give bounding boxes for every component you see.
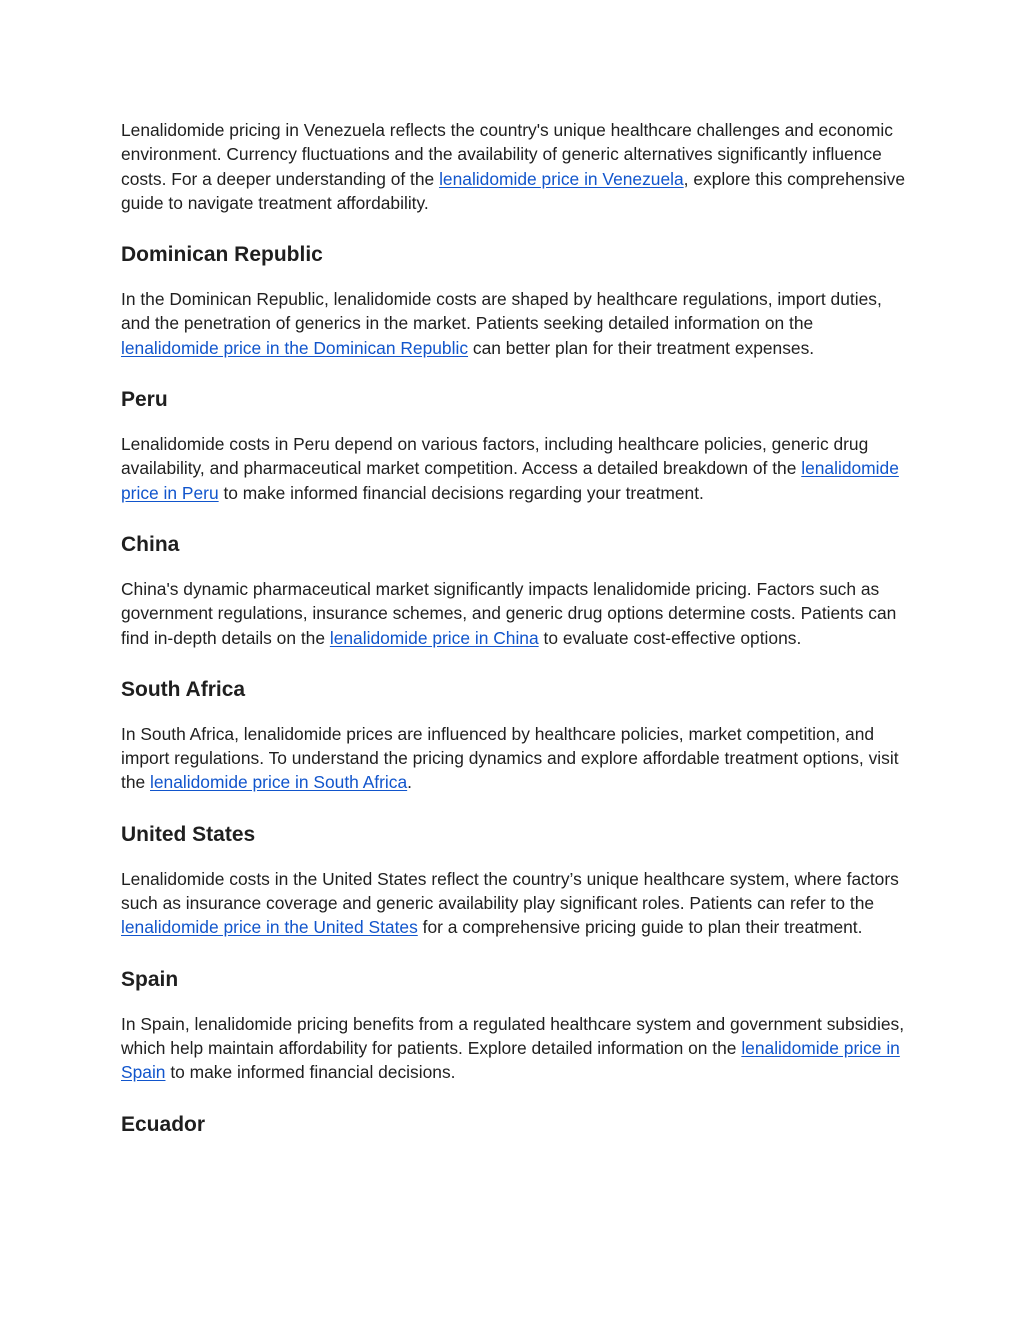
peru-text-before: Lenalidomide costs in Peru depend on various factors, including healthcare policies, generic drug availability, and pharmaceutical market competition. Access a detailed breakdown of the xyxy=(121,434,869,479)
link-united-states-price[interactable]: lenalidomide price in the United States xyxy=(121,917,418,938)
china-text-after: to evaluate cost-effective options. xyxy=(538,627,802,648)
china-paragraph xyxy=(121,577,911,650)
spain-text-before: In Spain, lenalidomide pricing benefits from a regulated healthcare system and government subsidies, which help maintain affordability for patients. Explore detailed information on the xyxy=(121,1013,905,1058)
dominican-text-before: In the Dominican Republic, lenalidomide costs are shaped by healthcare regulations, import duties, and the penetration of generics in the market. Patients seeking detailed information on the xyxy=(121,289,882,334)
document-page xyxy=(121,118,911,1139)
heading-united-states: United States xyxy=(121,822,256,846)
intro-paragraph xyxy=(121,118,911,215)
heading-ecuador: Ecuador xyxy=(121,1112,206,1136)
peru-text-after: to make informed financial decisions regarding your treatment. xyxy=(218,482,704,503)
link-dominican-republic-price[interactable]: lenalidomide price in the Dominican Republic xyxy=(121,337,469,358)
spain-paragraph xyxy=(121,1012,911,1085)
link-peru-price[interactable]: lenalidomide price in Peru xyxy=(121,458,899,503)
heading-china: China xyxy=(121,532,180,556)
link-south-africa-price[interactable]: lenalidomide price in South Africa xyxy=(150,772,408,793)
link-venezuela-price[interactable]: lenalidomide price in Venezuela xyxy=(439,168,684,189)
heading-south-africa: South Africa xyxy=(121,677,246,701)
dominican-republic-paragraph xyxy=(121,287,911,360)
china-text-before: China's dynamic pharmaceutical market significantly impacts lenalidomide pricing. Factors such as government regulations, insurance schemes, and generic drug options determine costs. Patients can find in-depth details on the xyxy=(121,578,897,648)
link-china-price[interactable]: lenalidomide price in China xyxy=(329,627,539,648)
intro-text-before: Lenalidomide pricing in Venezuela reflects the country's unique healthcare challenges and economic environment. Currency fluctuations and the availability of generic alternatives significantly influence costs. For a deeper understanding of the xyxy=(121,120,893,189)
united-states-paragraph xyxy=(121,867,911,940)
united-states-text-after: for a comprehensive pricing guide to plan their treatment. xyxy=(417,917,863,938)
intro-text-after: , explore this comprehensive guide to navigate treatment affordability. xyxy=(121,168,906,213)
spain-text-after: to make informed financial decisions. xyxy=(165,1062,456,1083)
dominican-text-after: can better plan for their treatment expenses. xyxy=(468,337,815,358)
heading-dominican-republic: Dominican Republic xyxy=(121,243,323,267)
heading-spain: Spain xyxy=(121,967,179,991)
link-spain-price[interactable]: lenalidomide price in Spain xyxy=(121,1037,900,1083)
south-africa-text-after: . xyxy=(407,772,412,793)
heading-peru: Peru xyxy=(121,388,168,412)
united-states-text-before: Lenalidomide costs in the United States reflect the country’s unique healthcare system, where factors such as insurance coverage and generic availability play significant roles. Patients can refer to the xyxy=(121,868,899,914)
peru-paragraph xyxy=(121,432,911,505)
south-africa-text-before: In South Africa, lenalidomide prices are influenced by healthcare policies, market competition, and import regulations. To understand the pricing dynamics and explore affordable treatment options, visit the xyxy=(121,723,899,793)
south-africa-paragraph xyxy=(121,722,911,795)
